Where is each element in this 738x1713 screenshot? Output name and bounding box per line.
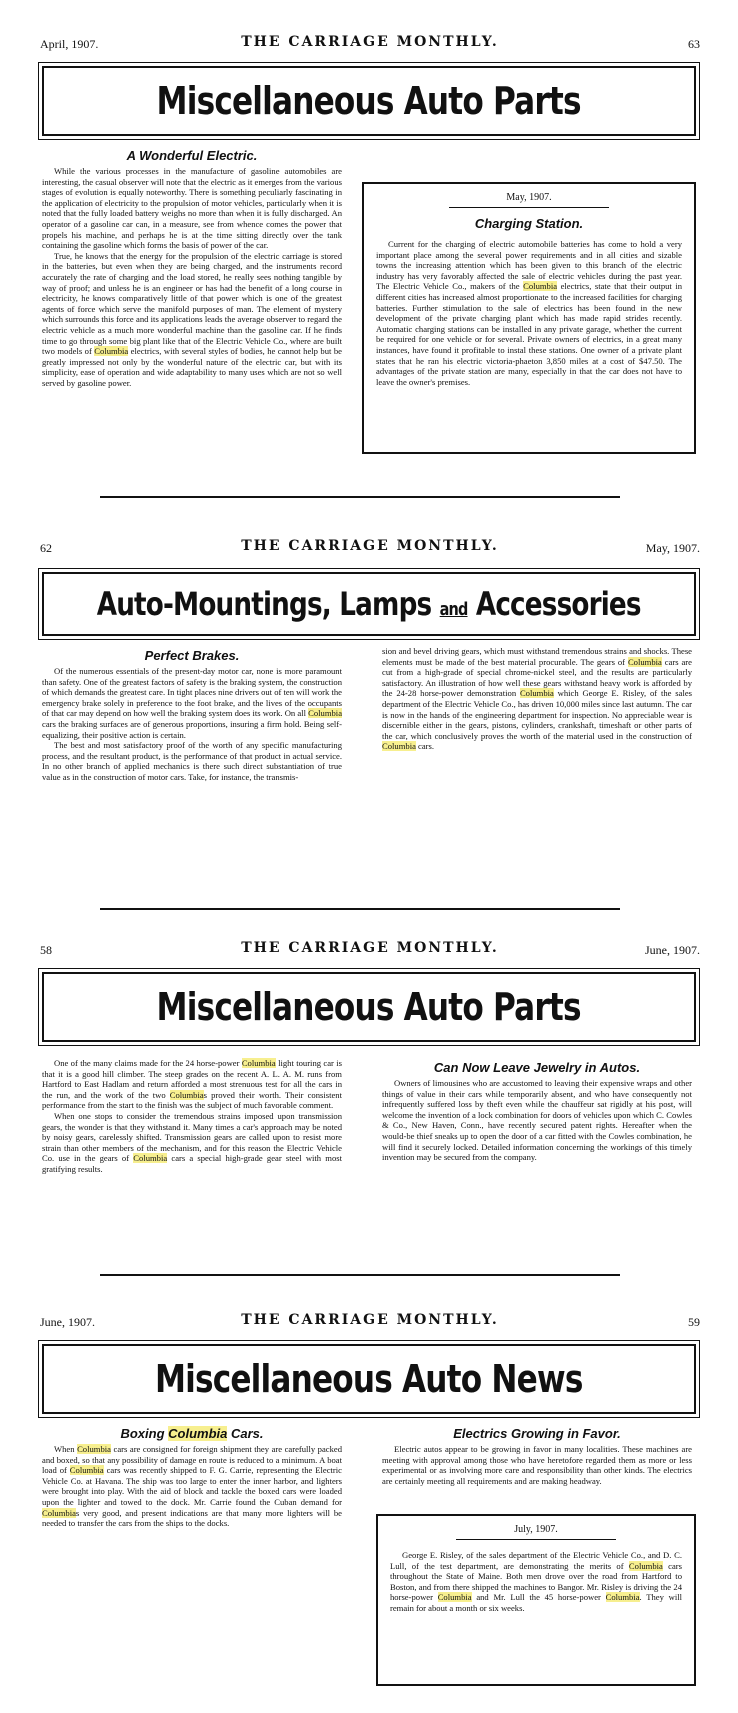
boxed-article [362, 182, 696, 454]
page-section-1 [0, 0, 738, 470]
article-body [376, 239, 682, 387]
paragraph: When Columbia cars are consigned for foreign shipment they are carefully packed and boxed, so that any possibility of damage en route is reduced to a minimum. A boat load of Columbia cars was recently shipped to F. G. Carrie, representing the Electric Vehicle Co. at Havana. The ship was too large to enter the inner harbor, and lighters were brought into play. With the aid of block and tackle the boxed cars were loaded upon the lighter and towed to the dock. Mr. Carrie found the Cuban demand for Columbias very good, and present indications are that many more lighters will be needed to transfer the cars from the ships to the docks. [42, 1444, 343, 1529]
banner-title: Miscellaneous Auto Parts [156, 985, 582, 1029]
section-banner [42, 972, 696, 1042]
running-head-date: June, 1907. [645, 943, 700, 957]
banner-title-part: Accessories [476, 585, 641, 623]
page-section-4 [0, 1284, 738, 1713]
search-highlight: Columbia [519, 688, 554, 699]
article-headline: Charging Station. [474, 216, 584, 231]
article-date: May, 1907. [506, 192, 552, 203]
article-body [42, 666, 342, 783]
search-highlight: Columbia [94, 346, 129, 357]
banner-title-part: Auto-Mountings, Lamps [97, 585, 432, 623]
masthead: THE CARRIAGE MONTHLY. [241, 34, 499, 50]
banner-title [97, 585, 641, 623]
page-number: 63 [688, 37, 700, 51]
paragraph: Of the numerous essentials of the present-day motor car, none is more paramount than safety. One of the greatest factors of safety is the braking system, the construction of which demands the greatest care. In tight places nine drivers out of ten will work the emergency brake solely in preference to the foot brake, and the lives of the occupants of that car may depend on how well the braking system does its work. On all Columbia cars the braking surfaces are of generous proportions, insuring a firm hold. Being self-equalizing, their positive action is certain. [42, 666, 343, 740]
paragraph: Electric autos appear to be growing in favor in many localities. These machines are meeting with approval among those who have heretofore regarded them as more or less experimental or as involving more care and responsibility than other kinds. The electrics are certainly meeting all requirements and are making headway. [382, 1444, 692, 1486]
page-section-2 [0, 510, 738, 890]
search-highlight: Columbia [241, 1058, 276, 1068]
rule [456, 1539, 616, 1540]
page-number: 62 [40, 541, 52, 555]
masthead: THE CARRIAGE MONTHLY. [241, 940, 499, 956]
article-headline: A Wonderful Electric. [126, 148, 258, 163]
paragraph: George E. Risley, of the sales department of the Electric Vehicle Co., and D. C. Lull, of the test department, are demonstrating the merits of Columbia cars throughout the State of Maine. Both men drove over the road from Hartford to Boston, and from there shipped the machines to Bangor. Mr. Risley is driving the 24 horse-power Columbia and Mr. Lull the 45 horse-power Columbia. They will remain for about a month or six weeks. [390, 1550, 682, 1613]
search-highlight: Columbia [627, 656, 662, 667]
article-headline [42, 1426, 342, 1441]
paragraph: Owners of limousines who are accustomed to leaving their expensive wraps and other things of value in their cars while temporarily absent, and who have consequently not infrequently suffered loss by theft even while the chauffeur sat rigidly at his post, will welcome the invention of a lock combination for doors of vehicles upon which C. Cowles & Co., New Haven, Conn., have recently secured patent rights. Hereafter when the would-be thief sneaks up to open the door of a car fitted with the Cowles combination, he will find it securely locked. Detailed information concerning the workings of this timely invention may be secured from the company. [382, 1078, 692, 1163]
article-headline: Electrics Growing in Favor. [453, 1426, 621, 1441]
search-highlight: Columbia [169, 1089, 204, 1100]
running-head [40, 538, 700, 558]
section-divider [100, 908, 620, 910]
section-banner [42, 66, 696, 136]
masthead: THE CARRIAGE MONTHLY. [241, 1312, 499, 1328]
section-divider [100, 496, 620, 498]
article-body-continued [382, 646, 692, 752]
page-number: 59 [688, 1315, 700, 1329]
page-number: 58 [40, 943, 52, 957]
banner-title: Miscellaneous Auto News [155, 1357, 583, 1401]
section-banner [42, 572, 696, 636]
article-headline: Can Now Leave Jewelry in Autos. [433, 1060, 641, 1075]
article-body [42, 166, 342, 388]
search-highlight: Columbia [523, 281, 558, 292]
search-highlight: Columbia [77, 1444, 111, 1454]
search-highlight: Columbia [308, 708, 343, 719]
article-headline: Perfect Brakes. [144, 648, 240, 663]
section-banner [42, 1344, 696, 1414]
banner-title-and: and [439, 600, 468, 620]
article-body [382, 1078, 692, 1163]
headline-text: Boxing Columbia Cars. [120, 1426, 264, 1441]
masthead: THE CARRIAGE MONTHLY. [241, 538, 499, 554]
rule [449, 207, 609, 208]
running-head-date: May, 1907. [645, 541, 700, 555]
paragraph: When one stops to consider the tremendous strains imposed upon transmission gears, the wonder is that they withstand it. Many times a car's approach may be noted by noisy gears, carelessly shifted. Transmission gears are called upon to resist more strain than other members of the mechanism, and for this reason the Electric Vehicle Co. use in the gears of Columbia cars a special high-grade gear steel with most gratifying results. [42, 1110, 343, 1174]
running-head-date: April, 1907. [40, 37, 99, 51]
article-body [390, 1550, 682, 1614]
article-body [42, 1444, 342, 1529]
search-highlight: Columbia [437, 1592, 472, 1603]
article-body [382, 1444, 692, 1486]
paragraph: While the various processes in the manufacture of gasoline automobiles are interesting, the casual observer will note that the electric as it emerges from the various stages of evolution is equally noteworthy. There is something peculiarly fascinating in the application of electricity to the propulsion of motor vehicles, particularly when it is noted that the fully loaded battery weighs no more than when it is fully discharged. An operator of a gasoline car can, in a measure, see from whence comes the power that propels his machine, and perhaps he is at the time sitting directly over the tank containing the gasoline which forms the basis of power of the car. [42, 166, 342, 251]
paragraph: The best and most satisfactory proof of the worth of any specific manufacturing process, and the resultant product, is the performance of that product in actual service. In no other branch of applied mechanics is there such direct substantiation of true value as in the construction of motor cars. Take, for instance, the transmis- [42, 740, 342, 782]
search-highlight: Columbia [42, 1507, 76, 1518]
article-date: July, 1907. [514, 1524, 558, 1535]
running-head [40, 34, 700, 54]
section-divider [100, 1274, 620, 1276]
search-highlight: Columbia [628, 1560, 663, 1571]
paragraph: One of the many claims made for the 24 horse-power Columbia light touring car is that it is a good hill climber. The steep grades on the recent A. L. A. M. runs from Hartford to East Hadlam and return afforded a most strenuous test for all the cars in the run, and the work of the two Columbias proved their worth. Their consistent performance from the start to the finish was the subject of much favorable comment. [42, 1058, 342, 1111]
search-highlight: Columbia [69, 1465, 104, 1476]
search-highlight: Columbia [133, 1153, 168, 1164]
search-highlight: Columbia [168, 1426, 228, 1441]
running-head [40, 940, 700, 960]
search-highlight: Columbia [605, 1592, 640, 1603]
running-head [40, 1312, 700, 1332]
paragraph: True, he knows that the energy for the propulsion of the electric carriage is stored in the batteries, but even when they are being charged, and the instruments record accurately the rate of charging and the load stored, he really sees nothing tangible by way of proof; and unless he is an engineer or has had the benefit of a long course in electricity, he knows comparatively little of that power which is one of the greatest agents of force which serve the manifold purposes of man. The element of mystery which surrounds this force and its applications leads the average observer to regard the electric vehicle as a much more wonderful machine than the gasoline car. If he finds time to go through some big plant like that of the Electric Vehicle Co., where are built two models of Columbia electrics, with several styles of bodies, he cannot help but be greatly impressed not only by the wonderful nature of the electric car, but with its simplicity, ease of operation and wide adaptability to many uses which are not so well served by gasoline power. [42, 250, 342, 388]
running-head-date: June, 1907. [40, 1315, 95, 1329]
boxed-article [376, 1514, 696, 1686]
paragraph: Current for the charging of electric automobile batteries has come to hold a very important place among the several power requirements and in all cities and sizable towns the increasing attention which has been given to this branch of the electric industry has very favorably affected the sale of electric vehicles during the past year. The Electric Vehicle Co., makers of the Columbia electrics, state that their output in different cities has increased almost proportionate to the increased facilities for charging batteries. Further stimulation to the sale of electrics has been found in the new development of the private charging plant which has made rapid strides recently. Automatic charging stations can be installed in any private garage, whether the current be required for one vehicle or for several. Private owners of electrics, in a great many instances, have found it profitable to instal these stations. One owner of a private plant states that he ran his electric victoria-phaeton 3,850 miles at a cost of $47.50. The advantages of the private station are many, especially in that the car does not have to leave the owner's premises. [376, 239, 683, 387]
search-highlight: Columbia [382, 741, 416, 752]
banner-title: Miscellaneous Auto Parts [156, 79, 582, 123]
article-body [42, 1058, 342, 1175]
page-section-3 [0, 920, 738, 1260]
paragraph: sion and bevel driving gears, which must withstand tremendous strains and shocks. These elements must be made of the best material procurable. The gears of Columbia cars are cut from a high-grade of special chrome-nickel steel, and the results are particularly satisfactory. An illustration of how well these gears withstand heavy work is afforded by the 24-28 horse-power demonstration Columbia which George E. Risley, of the sales department of the Electric Vehicle Co., has driven 10,000 miles since last autumn. The car is now in the hands of the engineering department for inspection. No appreciable wear is discernible either in the gears, pistons, cylinders, crankshaft, timeshaft or other parts of the car, which conclusively proves the worth of the material used in the construction of Columbia cars. [382, 646, 692, 752]
